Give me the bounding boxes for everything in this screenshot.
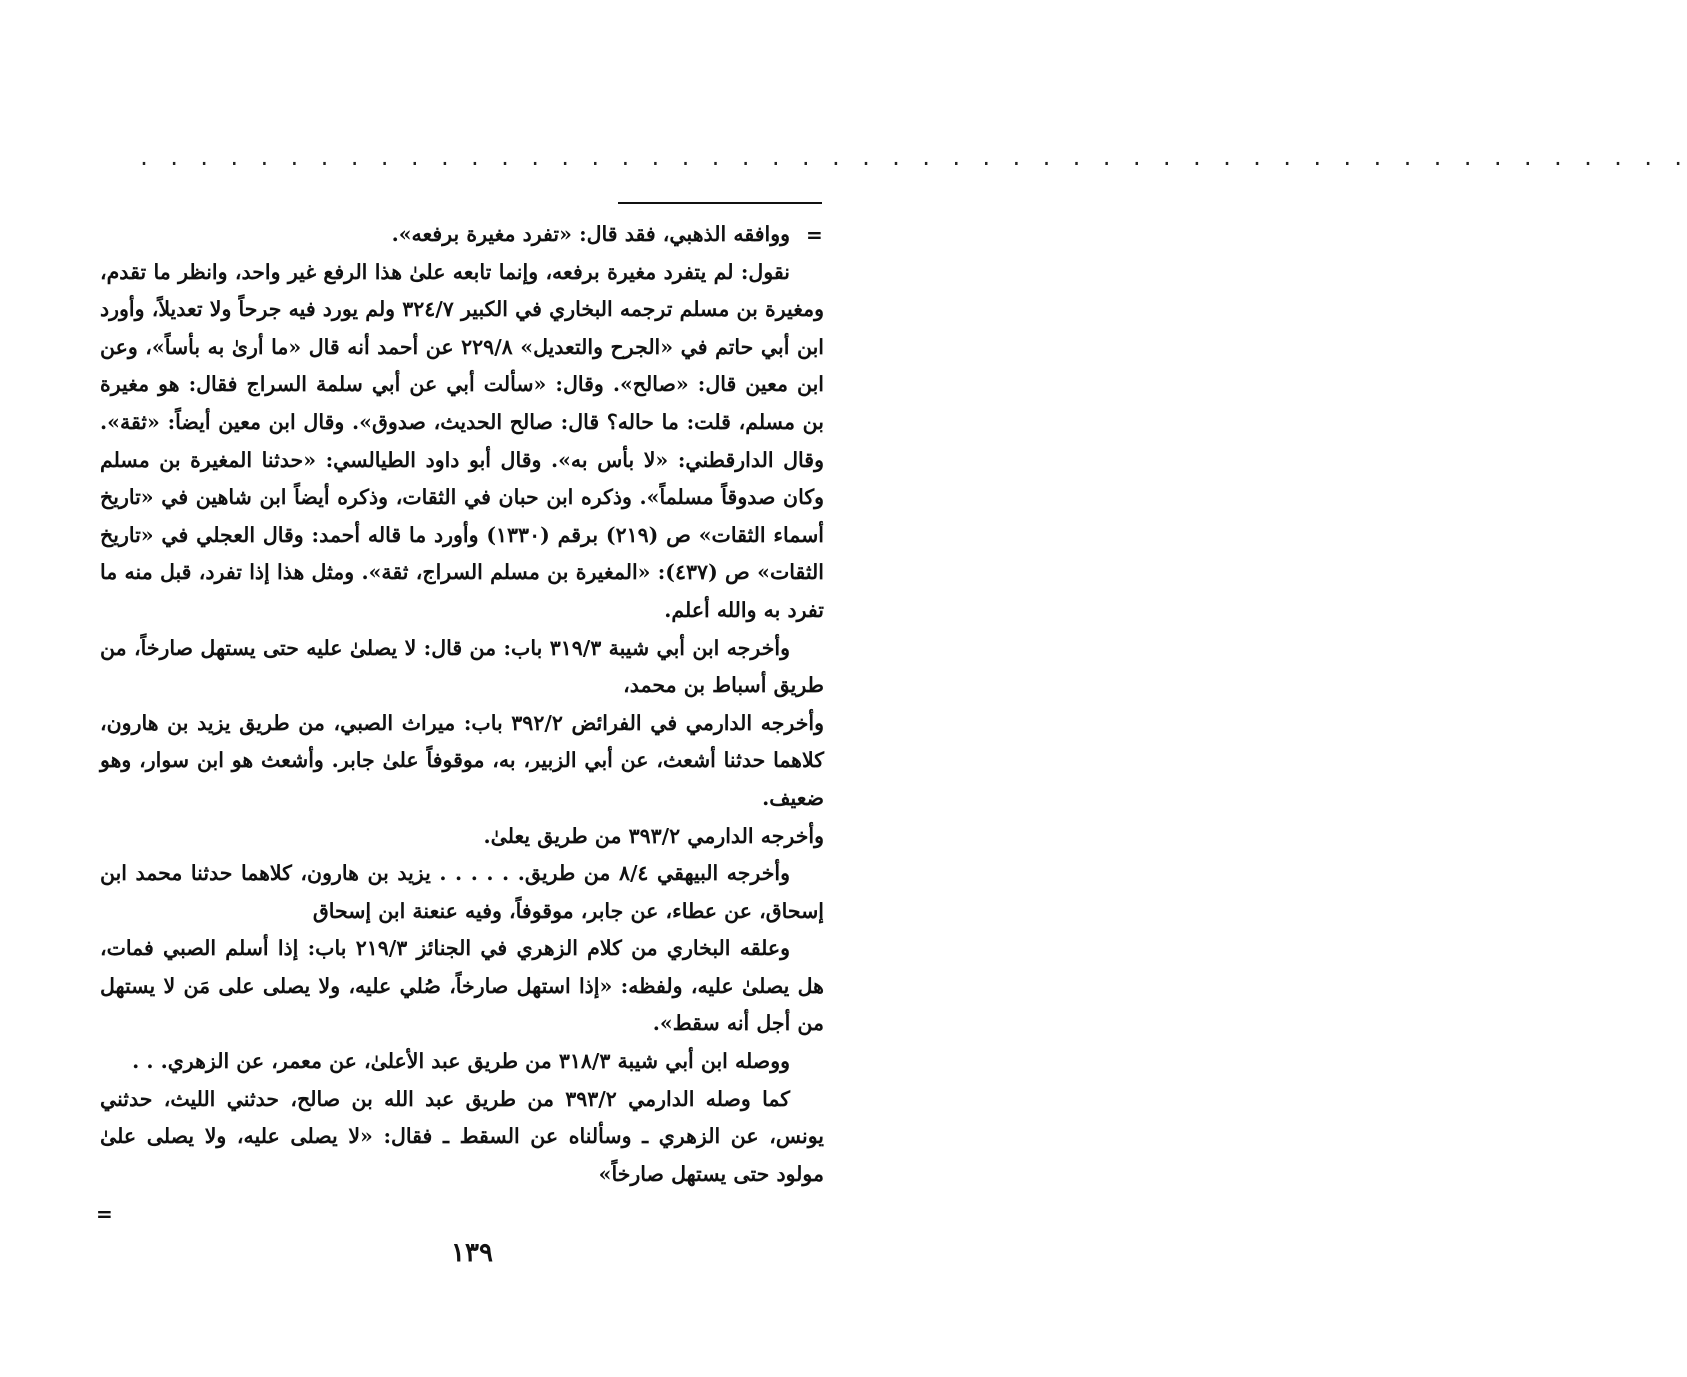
paragraph: وعلقه البخاري من كلام الزهري في الجنائز ٢١٩/٣ باب: إذا أسلم الصبي فمات، هل يصلىٰ عليه، ولفظه: «إذا استهل صارخاً، صُلي عليه، ولا يصلى على مَن لا يستهل من أجل أنه سقط». <box>100 936 824 1036</box>
paragraph: نقول: لم يتفرد مغيرة برفعه، وإنما تابعه علىٰ هذا الرفع غير واحد، وانظر ما تقدم، ومغيرة بن مسلم ترجمه البخاري في الكبير ٣٢٤/٧ ولم يورد فيه جرحاً ولا تعديلاً، وأورد ابن أبي حاتم في «الجرح والتعديل» ٢٢٩/٨ عن أحمد أنه قال «ما أرىٰ به بأساً»، وعن ابن معين قال: «صالح». وقال: «سألت أبي عن أبي سلمة السراج فقال: هو مغيرة بن مسلم، قلت: ما حاله؟ قال: صالح الحديث، صدوق». وقال ابن معين أيضاً: «ثقة». وقال الدارقطني: «لا بأس به». وقال أبو داود الطيالسي: «حدثنا المغيرة بن مسلم وكان صدوقاً مسلماً». وذكره ابن حبان في الثقات، وذكره أيضاً ابن شاهين في «تاريخ أسماء الثقات» ص (٢١٩) برقم (١٣٣٠) وأورد ما قاله أحمد: وقال العجلي في «تاريخ الثقات» ص (٤٣٧): «المغيرة بن مسلم السراج، ثقة». ومثل هذا إذا تفرد، قبل منه ما تفرد به والله أعلم. <box>100 259 824 622</box>
paragraph: ووصله ابن أبي شيبة ٣١٨/٣ من طريق عبد الأعلىٰ، عن معمر، عن الزهري. . . <box>132 1049 790 1074</box>
paragraph: وأخرجه الدارمي ٣٩٣/٢ من طريق يعلىٰ. <box>483 823 824 848</box>
continuation-mark-top: = <box>806 223 823 247</box>
paragraph: وأخرجه الدارمي في الفرائض ٣٩٢/٢ باب: ميراث الصبي، من طريق يزيد بن هارون، كلاهما حدثنا أشعث، عن أبي الزبير، به، موقوفاً علىٰ جابر. وأشعث هو ابن سوار، وهو ضعيف. <box>100 710 824 810</box>
footnote-rule <box>618 202 822 204</box>
paragraph: كما وصله الدارمي ٣٩٣/٢ من طريق عبد الله بن صالح، حدثني الليث، حدثني يونس، عن الزهري ـ وسألناه عن السقط ـ فقال: «لا يصلى عليه، ولا يصلى علىٰ مولود حتى يستهل صارخاً» <box>100 1086 824 1186</box>
paragraph: وأخرجه ابن أبي شيبة ٣١٩/٣ باب: من قال: لا يصلىٰ عليه حتى يستهل صارخاً، من طريق أسباط بن محمد، <box>100 635 824 698</box>
continuation-mark-bottom: = <box>96 1202 113 1226</box>
paragraph: وأخرجه البيهقي ٨/٤ من طريق. . . . . . يزيد بن هارون، كلاهما حدثنا محمد ابن إسحاق، عن عطاء، عن جابر، موقوفاً، وفيه عنعنة ابن إسحاق <box>100 861 824 923</box>
paragraph: ووافقه الذهبي، فقد قال: «تفرد مغيرة برفعه». <box>391 222 790 246</box>
section-separator-dots: . . . . . . . . . . . . . . . . . . . . . . . . . . . . . . . . . . . . . . . . . . . . . . . . . . . . <box>138 146 1687 170</box>
footnote-text <box>100 216 824 1193</box>
page-number: ١٣٩ <box>451 1238 493 1268</box>
